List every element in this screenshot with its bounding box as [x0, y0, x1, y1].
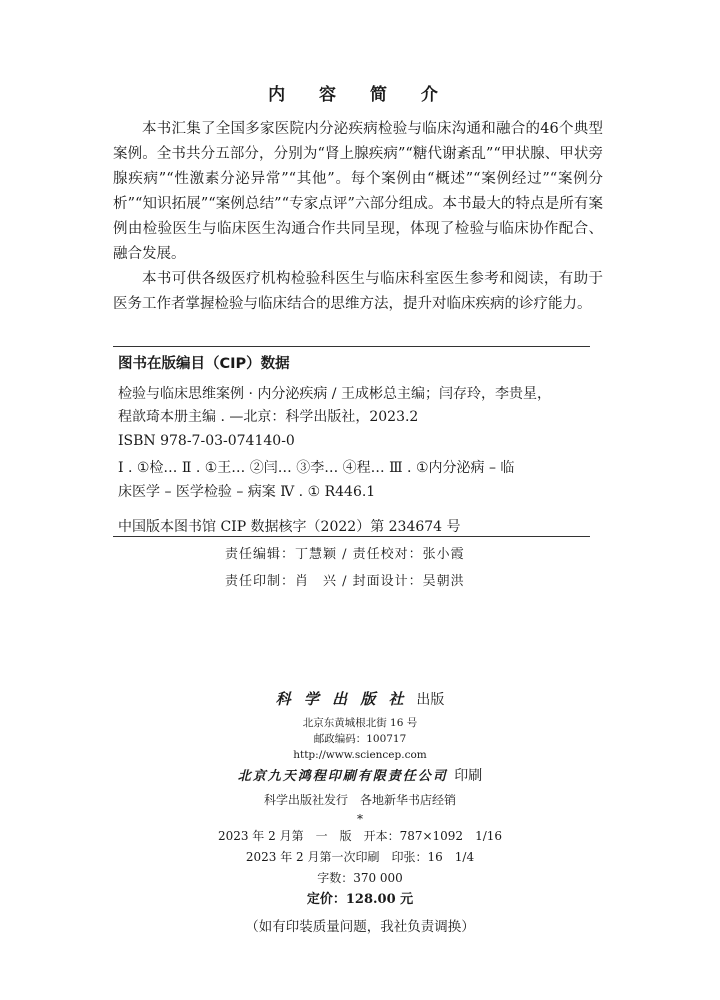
cip-top-divider — [113, 346, 590, 347]
editorial-staff — [225, 541, 465, 595]
cip-heading: 图书在版编目（CIP）数据 — [118, 356, 290, 372]
edition-line: 2023 年 2 月第 一 版 开本：787×1092 1/16 — [217, 829, 503, 843]
cip-classification-line-1: Ⅰ . ①检… Ⅱ . ①王… ②闫… ③李… ④程… Ⅲ . ①内分泌病 – 临 — [118, 460, 515, 476]
book-introduction — [113, 117, 603, 317]
cip-isbn: ISBN 978-7-03-074140-0 — [118, 432, 295, 449]
cip-classification-line-2: 床医学 – 医学检验 – 病案 Ⅳ . ① R446.1 — [118, 483, 376, 500]
price: 定价：128.00 元 — [306, 892, 414, 907]
intro-paragraph-2: 本书可供各级医疗机构检验科医生与临床科室医生参考和阅读，有助于医务工作者掌握检验与临床结合的思维方法，提升对临床疾病的诊疗能力。 — [113, 271, 603, 312]
distribution-line: 科学出版社发行 各地新华书店经销 — [263, 793, 456, 807]
printer-line — [0, 765, 720, 785]
publisher-line — [0, 688, 720, 709]
cip-entry-line-1: 检验与临床思维案例 · 内分泌疾病 / 王成彬总主编；闫存玲，李贵星， — [118, 385, 551, 402]
publisher-postcode: 邮政编码：100717 — [313, 733, 407, 745]
cip-entry-line-2: 程歆琦本册主编 . —北京：科学出版社，2023.2 — [118, 409, 419, 425]
staff-line-2: 责任印制：肖 兴 / 封面设计：吴朝洪 — [225, 574, 465, 589]
section-title: 内 容 简 介 — [268, 85, 452, 105]
word-count: 字数：370 000 — [317, 871, 403, 885]
printing-line: 2023 年 2 月第一次印刷 印张：16 1/4 — [245, 850, 475, 864]
cip-check-number: 中国版本图书馆 CIP 数据核字（2022）第 234674 号 — [118, 519, 461, 535]
printer-suffix: 印刷 — [454, 768, 483, 784]
publisher-suffix: 出版 — [416, 692, 445, 708]
cip-bottom-divider — [113, 536, 590, 537]
separator-star: * — [357, 812, 363, 826]
quality-notice: （如有印装质量问题，我社负责调换） — [245, 919, 475, 935]
publisher-website: http://www.sciencep.com — [293, 749, 427, 761]
publisher-address: 北京东黄城根北街 16 号 — [302, 717, 418, 729]
colophon — [0, 688, 720, 935]
cip-data-block — [118, 353, 593, 540]
intro-paragraph-1: 本书汇集了全国多家医院内分泌疾病检验与临床沟通和融合的46个典型案例。全书共分五部分，分别为“肾上腺疾病”“糖代谢紊乱”“甲状腺、甲状旁腺疾病”“性激素分泌异常”“其他”。每个案例由“概述”“案例经过”“案例分析”“知识拓展”“案例总结”“专家点评”六部分组成。本书最大的特点是所有案例由检验医生与临床医生沟通合作共同呈现，体现了检验与临床协作配合、融合发展。 — [113, 121, 603, 262]
staff-line-1: 责任编辑：丁慧颖 / 责任校对：张小霞 — [225, 547, 465, 562]
printer-name: 北京九天鸿程印刷有限责任公司 — [237, 769, 448, 784]
publisher-name: 科 学 出 版 社 — [275, 690, 408, 708]
